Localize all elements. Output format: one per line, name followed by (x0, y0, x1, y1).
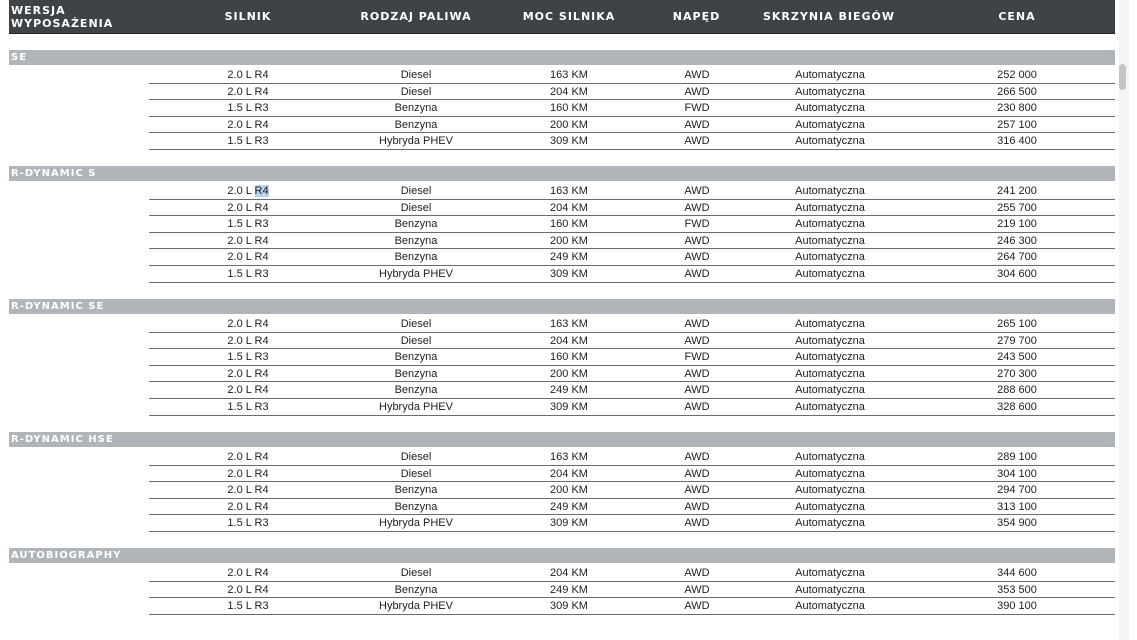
cell-cena: 266 500 (997, 85, 1037, 98)
cell-silnik: 2.0 L R4 (227, 583, 269, 596)
cell-cena: 230 800 (997, 102, 1037, 115)
cell-skrzynia: Automatyczna (795, 484, 865, 497)
cell-moc: 204 KM (550, 334, 588, 347)
cell-paliwo: Hybryda PHEV (379, 600, 453, 613)
cell-naped: AWD (684, 401, 710, 413)
cell-cena: 243 500 (997, 351, 1037, 364)
cell-moc: 163 KM (550, 451, 588, 463)
scrollbar-thumb[interactable] (1119, 64, 1126, 90)
cell-cena: 264 700 (997, 251, 1037, 264)
cell-skrzynia: Automatyczna (795, 384, 865, 397)
cell-naped: AWD (684, 85, 710, 98)
cell-moc: 249 KM (550, 384, 588, 397)
cell-silnik: 2.0 L R4 (227, 201, 269, 214)
cell-skrzynia: Automatyczna (795, 567, 865, 579)
cell-cena: 219 100 (997, 218, 1037, 231)
cell-skrzynia: Automatyczna (795, 451, 865, 463)
cell-moc: 249 KM (550, 583, 588, 596)
cell-silnik: 2.0 L R4 (227, 334, 269, 347)
table-row (149, 482, 1115, 499)
cell-naped: AWD (684, 500, 710, 513)
cell-silnik: 2.0 L R4 (227, 234, 269, 247)
cell-silnik: 1.5 L R3 (227, 102, 269, 115)
table-row (149, 565, 1115, 582)
cell-silnik: 1.5 L R3 (227, 135, 269, 148)
column-header-naped: NAPĘD (672, 10, 721, 23)
cell-moc: 309 KM (550, 600, 588, 613)
vertical-scrollbar[interactable] (1119, 0, 1129, 640)
cell-moc: 200 KM (550, 234, 588, 247)
cell-paliwo: Diesel (400, 467, 432, 480)
cell-naped: AWD (684, 367, 710, 380)
cell-cena: 289 100 (997, 451, 1037, 463)
cell-moc: 309 KM (550, 517, 588, 530)
cell-skrzynia: Automatyczna (795, 135, 865, 148)
cell-moc: 160 KM (550, 102, 588, 115)
cell-silnik: 1.5 L R3 (227, 351, 269, 364)
table-row (149, 249, 1115, 266)
table-row (149, 84, 1115, 101)
cell-cena: 316 400 (997, 135, 1037, 148)
table-row (149, 117, 1115, 134)
cell-naped: AWD (684, 251, 710, 264)
cell-skrzynia: Automatyczna (795, 600, 865, 613)
cell-skrzynia: Automatyczna (795, 201, 865, 214)
cell-paliwo: Diesel (400, 567, 432, 579)
table-row (149, 449, 1115, 466)
cell-skrzynia: Automatyczna (795, 351, 865, 364)
cell-silnik: 2.0 L R4 (227, 367, 269, 380)
cell-paliwo: Diesel (400, 185, 432, 197)
cell-cena: 270 300 (997, 367, 1037, 380)
cell-cena: 265 100 (997, 318, 1037, 330)
cell-moc: 200 KM (550, 118, 588, 131)
cell-naped: FWD (684, 351, 710, 364)
cell-cena: 255 700 (997, 201, 1037, 214)
cell-naped: AWD (684, 567, 710, 579)
cell-silnik: 2.0 L R4 (227, 85, 269, 98)
cell-paliwo: Benzyna (394, 484, 438, 497)
table-row (149, 333, 1115, 350)
cell-skrzynia: Automatyczna (795, 367, 865, 380)
cell-paliwo: Benzyna (394, 500, 438, 513)
cell-text: 2.0 L (227, 185, 255, 197)
cell-paliwo: Diesel (400, 69, 432, 81)
cell-cena: 241 200 (997, 185, 1037, 197)
cell-cena: 288 600 (997, 384, 1037, 397)
cell-silnik: 2.0 L R4 (227, 384, 269, 397)
cell-skrzynia: Automatyczna (795, 583, 865, 596)
cell-naped: AWD (684, 583, 710, 596)
column-header-paliwo: RODZAJ PALIWA (360, 10, 472, 23)
table-row (149, 382, 1115, 399)
cell-moc: 309 KM (550, 135, 588, 148)
cell-cena: 328 600 (997, 401, 1037, 413)
cell-cena: 304 600 (997, 268, 1037, 280)
cell-moc: 204 KM (550, 467, 588, 480)
table-row (149, 216, 1115, 233)
cell-moc: 204 KM (550, 85, 588, 98)
cell-silnik: 2.0 L R4 (227, 451, 269, 463)
cell-cena: 252 000 (997, 69, 1037, 81)
cell-naped: AWD (684, 118, 710, 131)
cell-skrzynia: Automatyczna (795, 185, 865, 197)
cell-silnik: 2.0 L R4 (227, 567, 269, 579)
cell-moc: 200 KM (550, 367, 588, 380)
cell-moc: 200 KM (550, 484, 588, 497)
cell-silnik: 2.0 L R4 (227, 118, 269, 131)
cell-naped: AWD (684, 467, 710, 480)
cell-naped: AWD (684, 451, 710, 463)
cell-paliwo: Diesel (400, 201, 432, 214)
cell-skrzynia: Automatyczna (795, 334, 865, 347)
table-row (149, 133, 1115, 150)
cell-moc: 160 KM (550, 351, 588, 364)
cell-moc: 160 KM (550, 218, 588, 231)
cell-paliwo: Benzyna (394, 351, 438, 364)
cell-naped: FWD (684, 102, 710, 115)
cell-silnik: 1.5 L R3 (227, 401, 269, 413)
cell-naped: AWD (684, 234, 710, 247)
cell-naped: AWD (684, 268, 710, 280)
cell-silnik: 2.0 L R4 (227, 251, 269, 264)
cell-paliwo: Diesel (400, 334, 432, 347)
cell-silnik: 1.5 L R3 (227, 218, 269, 231)
cell-skrzynia: Automatyczna (795, 517, 865, 530)
column-header-cena: CENA (998, 10, 1036, 23)
table-row (149, 499, 1115, 516)
cell-paliwo: Hybryda PHEV (379, 268, 453, 280)
section-header: SE (9, 50, 1115, 65)
cell-cena: 313 100 (997, 500, 1037, 513)
cell-paliwo: Benzyna (394, 102, 438, 115)
table-row (149, 582, 1115, 599)
column-header-moc: MOC SILNIKA (522, 10, 616, 23)
cell-moc: 309 KM (550, 268, 588, 280)
cell-paliwo: Benzyna (394, 118, 438, 131)
cell-paliwo: Diesel (400, 318, 432, 330)
table-row (149, 515, 1115, 532)
table-row (149, 598, 1115, 615)
cell-skrzynia: Automatyczna (795, 318, 865, 330)
cell-silnik: 1.5 L R3 (227, 600, 269, 613)
table-row (149, 466, 1115, 483)
cell-naped: AWD (684, 201, 710, 214)
cell-silnik: 2.0 L R4 (227, 484, 269, 497)
cell-paliwo: Benzyna (394, 367, 438, 380)
cell-cena: 353 500 (997, 583, 1037, 596)
section-header: R-DYNAMIC SE (9, 299, 1115, 314)
cell-skrzynia: Automatyczna (795, 251, 865, 264)
cell-skrzynia: Automatyczna (795, 102, 865, 115)
cell-naped: AWD (684, 69, 710, 81)
cell-skrzynia: Automatyczna (795, 268, 865, 280)
table-header (9, 0, 1115, 34)
cell-cena: 344 600 (997, 567, 1037, 579)
cell-naped: AWD (684, 334, 710, 347)
cell-cena: 294 700 (997, 484, 1037, 497)
cell-naped: AWD (684, 318, 710, 330)
table-row (149, 233, 1115, 250)
cell-paliwo: Benzyna (394, 384, 438, 397)
table-row (149, 316, 1115, 333)
cell-moc: 249 KM (550, 500, 588, 513)
cell-paliwo: Hybryda PHEV (379, 517, 453, 530)
column-header-skrzynia: SKRZYNIA BIEGÓW (762, 10, 895, 23)
cell-paliwo: Diesel (400, 451, 432, 463)
column-header-silnik: SILNIK (224, 10, 272, 23)
cell-skrzynia: Automatyczna (795, 69, 865, 81)
cell-naped: AWD (684, 384, 710, 397)
cell-cena: 246 300 (997, 234, 1037, 247)
table-row (149, 366, 1115, 383)
cell-cena: 390 100 (997, 600, 1037, 613)
cell-skrzynia: Automatyczna (795, 467, 865, 480)
cell-silnik: 1.5 L R3 (227, 268, 269, 280)
cell-skrzynia: Automatyczna (795, 85, 865, 98)
cell-skrzynia: Automatyczna (795, 500, 865, 513)
cell-moc: 204 KM (550, 567, 588, 579)
cell-paliwo: Benzyna (394, 234, 438, 247)
table-row (149, 399, 1115, 416)
cell-paliwo: Hybryda PHEV (379, 135, 453, 148)
cell-silnik: 2.0 L R4 (227, 69, 269, 81)
cell-skrzynia: Automatyczna (795, 234, 865, 247)
cell-moc: 204 KM (550, 201, 588, 214)
cell-naped: AWD (684, 135, 710, 148)
cell-paliwo: Benzyna (394, 218, 438, 231)
table-row (149, 67, 1115, 84)
cell-moc: 309 KM (550, 401, 588, 413)
table-row (149, 100, 1115, 117)
cell-skrzynia: Automatyczna (795, 218, 865, 231)
cell-skrzynia: Automatyczna (795, 401, 865, 413)
cell-moc: 249 KM (550, 251, 588, 264)
table-row (149, 183, 1115, 200)
cell-naped: AWD (684, 185, 710, 197)
cell-naped: AWD (684, 600, 710, 613)
cell-silnik: 2.0 L R4 (227, 500, 269, 513)
section-header: R-DYNAMIC S (9, 166, 1115, 181)
cell-silnik: 1.5 L R3 (227, 517, 269, 530)
cell-naped: AWD (684, 517, 710, 530)
table-row (149, 266, 1115, 283)
cell-naped: FWD (684, 218, 710, 231)
cell-skrzynia: Automatyczna (795, 118, 865, 131)
cell-moc: 163 KM (550, 185, 588, 197)
cell-silnik (198, 183, 298, 199)
section-header: R-DYNAMIC HSE (9, 432, 1115, 447)
cell-moc: 163 KM (550, 69, 588, 81)
cell-silnik: 2.0 L R4 (227, 318, 269, 330)
table-row (149, 200, 1115, 217)
cell-cena: 279 700 (997, 334, 1037, 347)
cell-silnik: 2.0 L R4 (227, 467, 269, 480)
cell-cena: 257 100 (997, 118, 1037, 131)
table-row (149, 349, 1115, 366)
section-header: AUTOBIOGRAPHY (9, 548, 1115, 563)
cell-cena: 304 100 (997, 467, 1037, 480)
cell-paliwo: Hybryda PHEV (379, 401, 453, 413)
cell-paliwo: Benzyna (394, 251, 438, 264)
cell-moc: 163 KM (550, 318, 588, 330)
cell-naped: AWD (684, 484, 710, 497)
text-selection[interactable]: R4 (254, 185, 269, 197)
column-header-wersja: WERSJA WYPOSAŻENIA (11, 3, 114, 30)
cell-paliwo: Diesel (400, 85, 432, 98)
cell-paliwo: Benzyna (394, 583, 438, 596)
cell-cena: 354 900 (997, 517, 1037, 530)
